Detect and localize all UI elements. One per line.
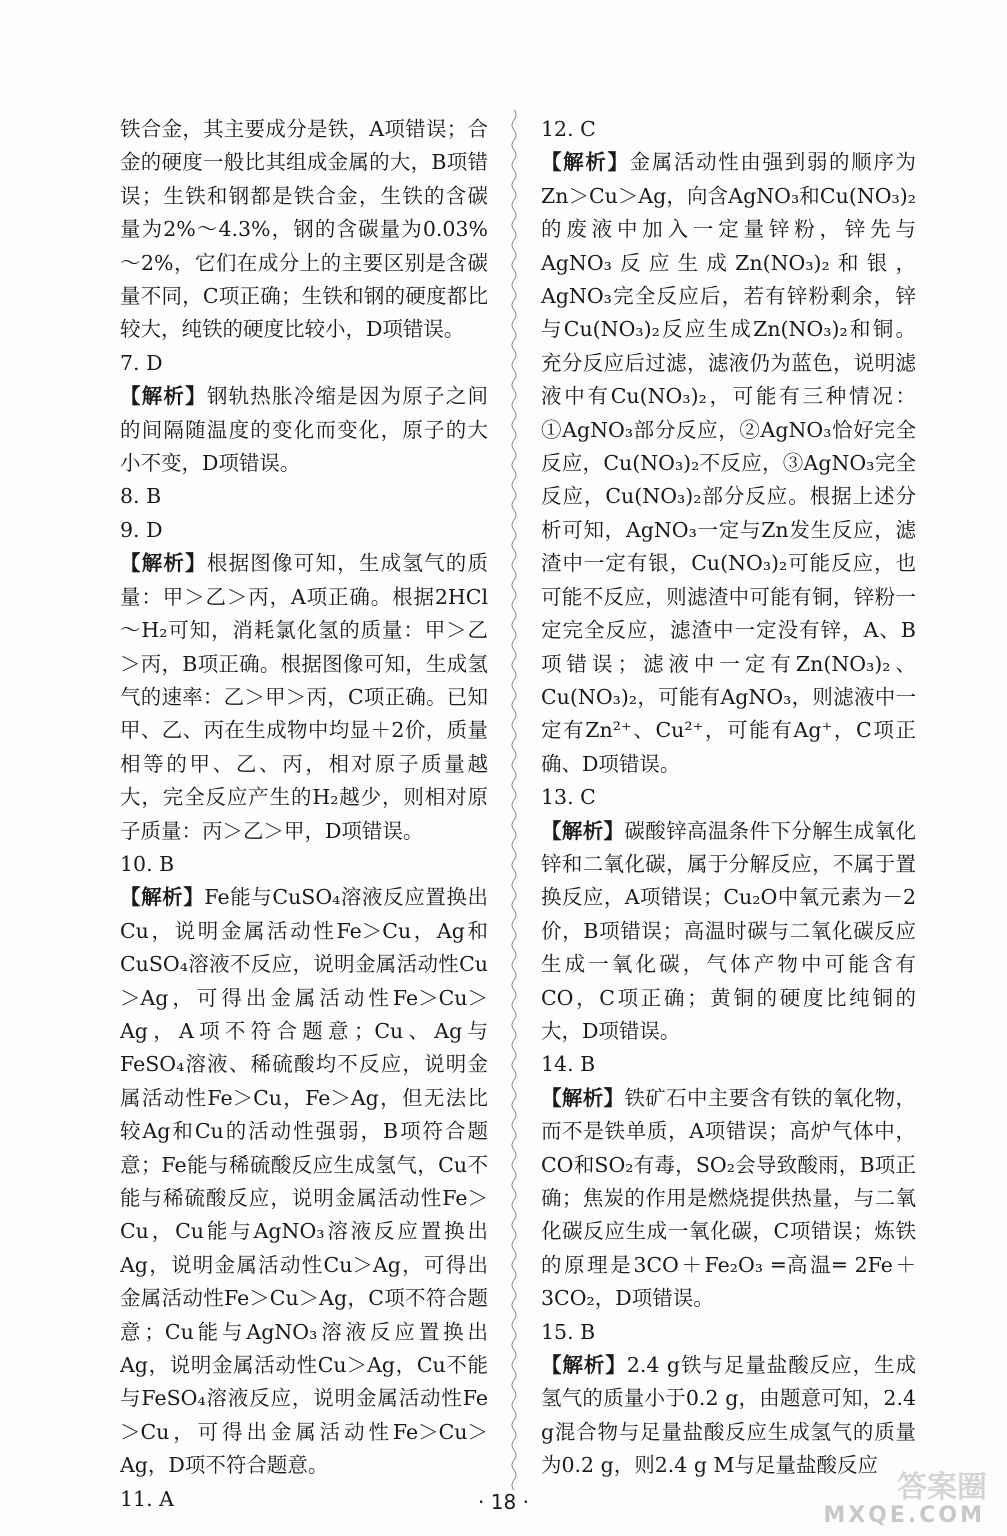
explanation-paragraph <box>541 815 916 1049</box>
page-number: · 18 · <box>478 1490 529 1514</box>
answer-number: 11. A <box>120 1486 174 1511</box>
analysis-label: 【解析】 <box>541 1353 627 1378</box>
right-column <box>541 113 916 1483</box>
explanation-text: 根据图像可知，生成氢气的质量：甲＞乙＞丙，A项正确。根据2HCl～H₂可知，消耗氯化氢的质量：甲＞乙＞丙，B项正确。根据图像可知，生成氢气的速率：乙＞甲＞丙，C项正确。已知甲、乙、丙在生成物中均显＋2价，质量相等的甲、乙、丙，相对原子质量越大，完全反应产生的H₂越少，则相对原子质量：丙＞乙＞甲，D项错误。 <box>120 551 488 843</box>
explanation-paragraph <box>120 380 488 480</box>
explanation-paragraph <box>541 146 916 781</box>
answer-number: 9. D <box>120 517 163 542</box>
answer-number: 8. B <box>120 484 162 509</box>
explanation-text: 钢轨热胀冷缩是因为原子之间的间隔随温度的变化而变化，原子的大小不变，D项错误。 <box>120 384 488 476</box>
answer-number: 15. B <box>541 1319 596 1344</box>
watermark-logo: 答案圈 <box>897 1470 987 1505</box>
answer-number: 13. C <box>541 785 596 810</box>
explanation-text: 碳酸锌高温条件下分解生成氧化锌和二氧化碳，属于分解反应，不属于置换反应，A项错误；Cu₂O中氧元素为－2价，B项错误；高温时碳与二氧化碳反应生成一氧化碳，气体产物中可能含有CO，C项正确；黄铜的硬度比纯铜的大，D项错误。 <box>541 818 917 1043</box>
watermark-site: MXQE.COM <box>823 1503 985 1528</box>
analysis-label: 【解析】 <box>541 1085 625 1110</box>
analysis-label: 【解析】 <box>541 150 630 175</box>
analysis-label: 【解析】 <box>120 885 205 910</box>
answer-number: 7. D <box>120 350 163 375</box>
explanation-text: Fe能与CuSO₄溶液反应置换出Cu，说明金属活动性Fe＞Cu，Ag和CuSO₄溶液不反应，说明金属活动性Cu＞Ag，可得出金属活动性Fe＞Cu＞Ag，A项不符合题意；Cu、Ag与FeSO₄溶液、稀硫酸均不反应，说明金属活动性Fe＞Cu，Fe＞Ag，但无法比较Ag和Cu的活动性强弱，B项符合题意；Fe能与稀硫酸反应生成氢气，Cu不能与稀硫酸反应，说明金属活动性Fe＞Cu，Cu能与AgNO₃溶液反应置换出Ag，说明金属活动性Cu＞Ag，可得出金属活动性Fe＞Cu＞Ag，C项不符合题意；Cu能与AgNO₃溶液反应置换出Ag，说明金属活动性Cu＞Ag，Cu不能与FeSO₄溶液反应，说明金属活动性Fe＞Cu，可得出金属活动性Fe＞Cu＞Ag，D项不符合题意。 <box>120 885 488 1478</box>
explanation-paragraph <box>541 1349 916 1483</box>
analysis-label: 【解析】 <box>120 551 207 576</box>
explanation-paragraph <box>541 1082 916 1316</box>
explanation-paragraph <box>120 881 488 1482</box>
explanation-paragraph <box>120 547 488 848</box>
analysis-label: 【解析】 <box>120 384 207 409</box>
left-column <box>120 113 488 1516</box>
explanation-paragraph <box>120 113 488 347</box>
analysis-label: 【解析】 <box>541 818 625 843</box>
answer-number: 12. C <box>541 117 596 141</box>
column-divider <box>508 110 520 1490</box>
explanation-text: 2.4 g铁与足量盐酸反应，生成氢气的质量小于0.2 g，由题意可知，2.4 g混合物与足量盐酸反应生成氢气的质量为0.2 g，则2.4 g M与足量盐酸反应 <box>541 1353 916 1478</box>
explanation-text: 铁矿石中主要含有铁的氧化物，而不是铁单质，A项错误；高炉气体中，CO和SO₂有毒，SO₂会导致酸雨，B项正确；焦炭的作用是燃烧提供热量，与二氧化碳反应生成一氧化碳，C项错误；炼铁的原理是3CO＋Fe₂O₃ ═高温═ 2Fe＋3CO₂，D项错误。 <box>541 1085 917 1311</box>
explanation-text: 铁合金，其主要成分是铁，A项错误；合金的硬度一般比其组成金属的大，B项错误；生铁和钢都是铁合金，生铁的含碳量为2%～4.3%，钢的含碳量为0.03%～2%，它们在成分上的主要区别是含碳量不同，C项正确；生铁和钢的硬度都比较大，纯铁的硬度比较小，D项错误。 <box>120 117 488 342</box>
answer-number: 10. B <box>120 851 175 876</box>
explanation-text: 金属活动性由强到弱的顺序为Zn＞Cu＞Ag，向含AgNO₃和Cu(NO₃)₂的废液中加入一定量锌粉，锌先与AgNO₃反应生成Zn(NO₃)₂和银，AgNO₃完全反应后，若有锌粉剩余，锌与Cu(NO₃)₂反应生成Zn(NO₃)₂和铜。充分反应后过滤，滤液仍为蓝色，说明滤液中有Cu(NO₃)₂，可能有三种情况：①AgNO₃部分反应，②AgNO₃恰好完全反应，Cu(NO₃)₂不反应，③AgNO₃完全反应，Cu(NO₃)₂部分反应。根据上述分析可知，AgNO₃一定与Zn发生反应，滤渣中一定有银，Cu(NO₃)₂可能反应，也可能不反应，则滤渣中可能有铜，锌粉一定完全反应，滤渣中一定没有锌，A、B项错误；滤液中一定有Zn(NO₃)₂、Cu(NO₃)₂，可能有AgNO₃，则滤液中一定有Zn²⁺、Cu²⁺，可能有Ag⁺，C项正确、D项错误。 <box>541 150 916 776</box>
answer-number: 14. B <box>541 1052 596 1077</box>
